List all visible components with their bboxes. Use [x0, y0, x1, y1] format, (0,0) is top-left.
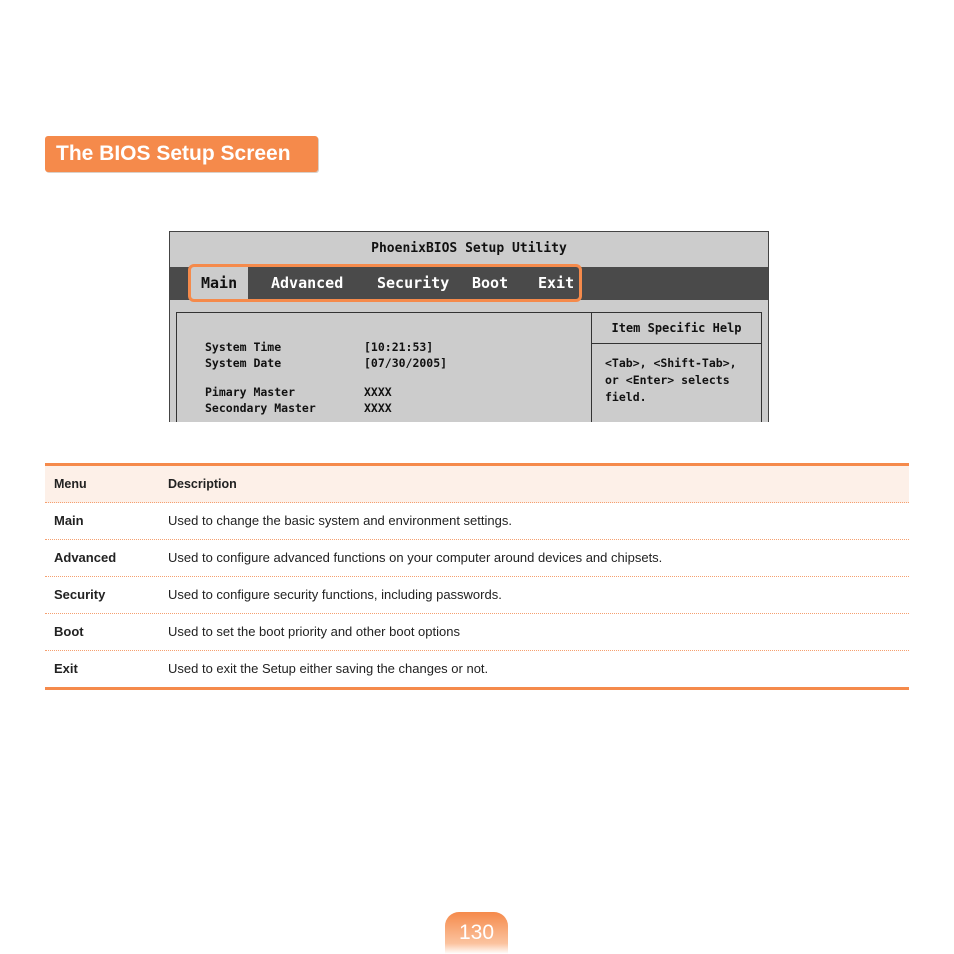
table-cell-menu: Advanced [54, 550, 117, 565]
bios-help-panel [591, 312, 762, 422]
table-header-description: Description [168, 477, 237, 491]
bios-field-row [205, 400, 585, 416]
bios-field-row [205, 355, 585, 371]
bios-field-value: [07/30/2005] [364, 356, 448, 370]
bios-field-value: XXXX [364, 385, 392, 399]
page-number: 130 [445, 912, 508, 954]
table-cell-menu: Boot [54, 624, 84, 639]
table-header-menu: Menu [54, 477, 87, 491]
bios-field-value: [10:21:53] [364, 340, 434, 354]
bios-field-row [205, 384, 585, 400]
table-header-row [45, 466, 909, 503]
bios-field-row [205, 339, 585, 355]
bios-menu-security: Security [377, 274, 450, 292]
table-cell-menu: Exit [54, 661, 78, 676]
menu-description-table [45, 463, 909, 690]
table-cell-description: Used to change the basic system and environment settings. [168, 513, 512, 528]
bios-field-label: Secondary Master [205, 401, 316, 415]
menu-highlight-box [188, 264, 582, 302]
bios-field-label: System Date [205, 356, 282, 370]
table-row [45, 614, 909, 651]
bios-menu-main: Main [190, 267, 248, 300]
bios-help-title: Item Specific Help [592, 313, 761, 344]
bios-menu-exit: Exit [538, 274, 575, 292]
bios-field-value: XXXX [364, 401, 392, 415]
section-title: The BIOS Setup Screen [45, 136, 318, 172]
table-row [45, 503, 909, 540]
table-cell-description: Used to configure advanced functions on your computer around devices and chipsets. [168, 550, 663, 565]
bios-menu-advanced: Advanced [271, 274, 344, 292]
bios-field-label: System Time [205, 340, 282, 354]
table-cell-menu: Security [54, 587, 106, 602]
table-row [45, 651, 909, 687]
table-cell-description: Used to exit the Setup either saving the changes or not. [168, 661, 489, 676]
table-cell-menu: Main [54, 513, 84, 528]
bios-screenshot [169, 231, 769, 422]
bios-menu-boot: Boot [472, 274, 509, 292]
table-cell-description: Used to configure security functions, including passwords. [168, 587, 502, 602]
bios-title: PhoenixBIOS Setup Utility [371, 241, 567, 256]
table-cell-description: Used to set the boot priority and other boot options [168, 624, 460, 639]
table-row [45, 540, 909, 577]
bios-fields-panel [176, 312, 592, 422]
bios-help-text: <Tab>, <Shift-Tab>, or <Enter> selects field. [605, 356, 737, 404]
bios-field-label: Pimary Master [205, 385, 296, 399]
table-row [45, 577, 909, 614]
